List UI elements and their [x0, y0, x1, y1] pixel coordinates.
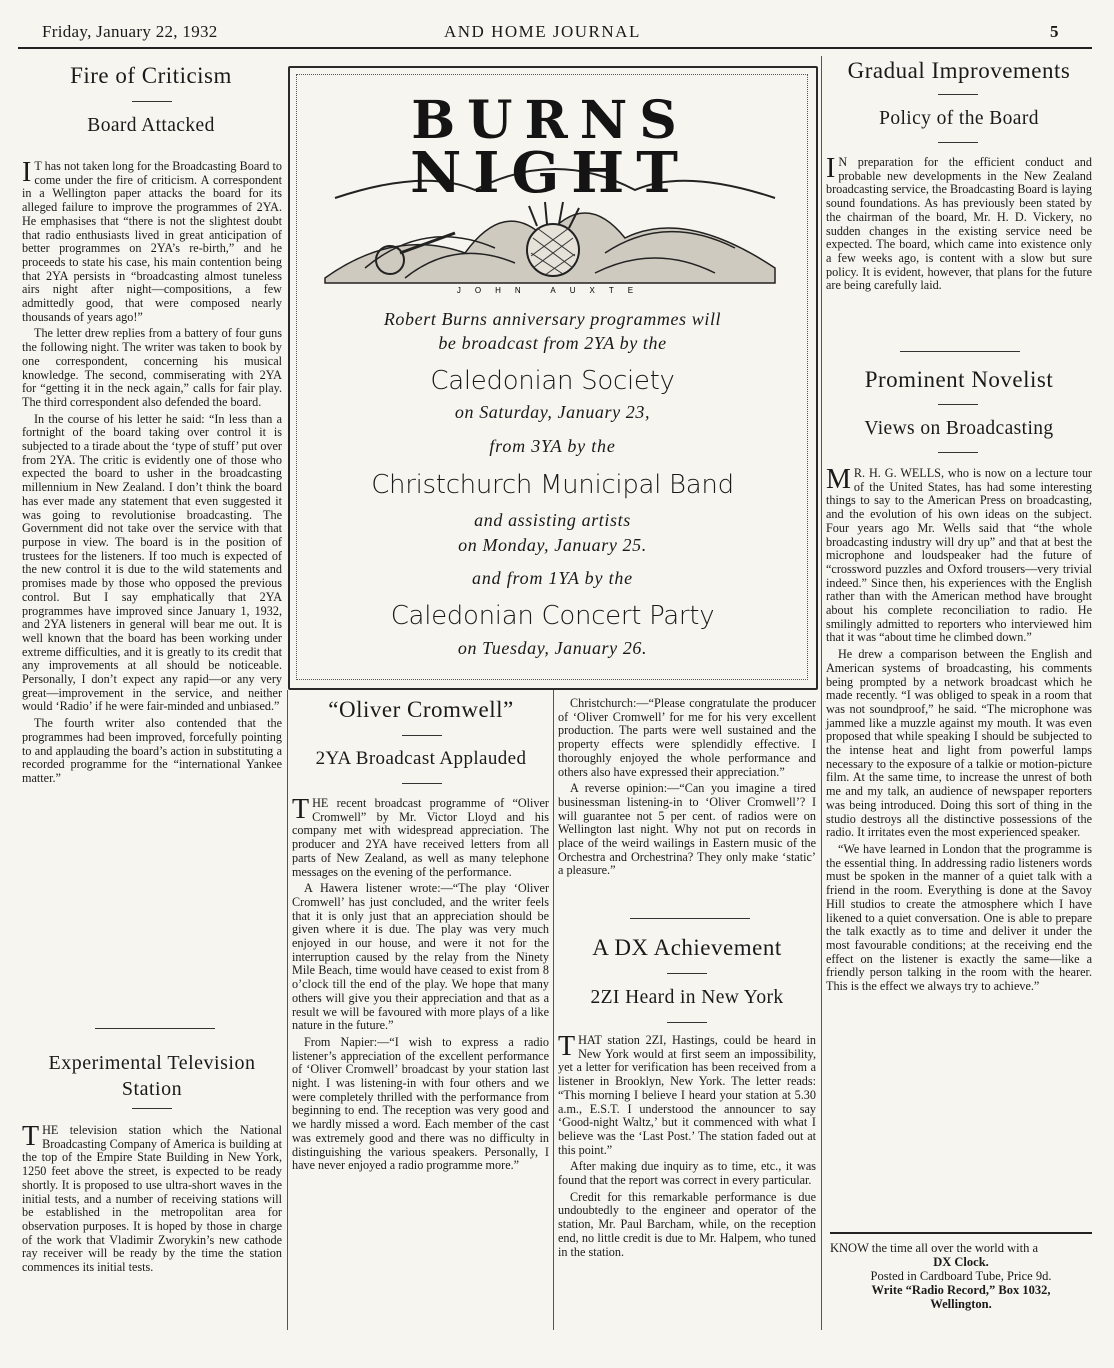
thistle-head [527, 224, 579, 276]
fire-p2: The letter drew replies from a battery of four guns the following night. The writer was taken to book by one correspondent, concerning his musical knowledge. The second, commiserating with 2YA for “getting it in the neck again,” calls for fair play. The third correspondent also defended the board. [22, 326, 282, 409]
ad-line3: Posted in Cardboard Tube, Price 9d. [870, 1269, 1052, 1283]
tv-article [22, 1121, 282, 1278]
burns-from2: from 3YA by the [489, 436, 616, 456]
burns-date1: on Saturday, January 23, [454, 402, 651, 422]
tv-p1: THE television station which the National Broadcasting Company of America is building at the top of the Empire State Building in New York, 1250 feet above the street, is expected to be ready shortly. It is proposed to use ultra-short waves in the initial tests, and a number of receiving stations will be established in the metropolitan area for observation purposes. It is hoped by those in charge of the work that Vladimir Zworykin’s new cathode ray receiver will be ready by the time the station commences its initial tests. [22, 1121, 282, 1275]
burns-artist: JOHN AUXTE [456, 286, 648, 295]
page-number: 5 [1050, 22, 1059, 41]
burns-word1: BURNS [411, 90, 689, 151]
column-rule-left [287, 690, 288, 1330]
fire-subtitle: Board Attacked [87, 115, 215, 136]
cromwell-title-rule [402, 735, 442, 736]
gradual-article [826, 153, 1092, 296]
cromwell-p5: A reverse opinion:—“Can you imagine a tired businessman listening-in to ‘Oliver Cromwell’? I will guarantee not 5 per cent. of radios were on Wellington last night. Why not put on records in place of the weird wailings in Eastern music of the Orchestra and Orchestrina? They only make ‘static’ a pleasure.” [558, 781, 816, 878]
ad-line5: Wellington. [930, 1297, 992, 1311]
fire-article [22, 157, 282, 789]
burns-org3: Caledonian Concert Party [390, 601, 715, 631]
novelist-top-rule [900, 351, 1020, 352]
burns-with2: and assisting artists [474, 510, 631, 530]
cromwell-p4: Christchurch:—“Please congratulate the producer of ‘Oliver Cromwell’ for me for his very excellent production. The parts were well sustained and the property effects were splendidly effective. I thoroughly enjoyed the whole performance and others also have expressed their appreciation.” [558, 696, 816, 779]
cromwell-subtitle-rule [402, 783, 442, 784]
dx-subtitle-rule [667, 1022, 707, 1023]
burns-line2: be broadcast from 2YA by the [438, 333, 667, 353]
dx-article [558, 1031, 816, 1262]
ad-product: DX Clock. [933, 1255, 989, 1269]
burns-org2: Christchurch Municipal Band [371, 470, 734, 500]
gradual-p1: IN preparation for the efficient conduct and probable new developments in the New Zealand broadcasting service, the Broadcasting Board is laying sound foundations. As has previously been stated by the chairman of the board, Mr. H. D. Vickery, no sudden changes in the existing service need be expected. The board, which came into existence only a few weeks ago, is content with a slow but sure policy. It is evident, however, that plans for the future are being carefully laid. [826, 153, 1092, 293]
header-date: Friday, January 22, 1932 [42, 22, 218, 41]
gradual-title: Gradual Improvements [847, 58, 1071, 83]
fire-title-rule [132, 101, 172, 102]
dx-title: A DX Achievement [592, 935, 782, 960]
novelist-p3: “We have learned in London that the programme is the essential thing. In addressing radio listeners words must be spoken in the manner of a quiet talk with a friend in the room. Everything is done at the Savoy Hill studios to create the atmosphere which I have likened to a quiet conversation. One is able to prepare the talk exactly as to time and deliver it under the most favourable conditions; at the receiving end the effect on the listener is exactly the same—like a friendly person talking in the room with the hearer. This is the effect we always try to achieve.” [826, 841, 1092, 994]
burns-word2: NIGHT [410, 140, 690, 206]
burns-org1: Caledonian Society [430, 366, 675, 396]
novelist-title-rule [938, 404, 978, 405]
dx-p1: THAT station 2ZI, Hastings, could be heard in New York would at first seem an impossibility, yet a letter for verification has been received from a listener in Brooklyn, New York. The letter reads: “This morning I believe I heard your station at 5.30 a.m., E.S.T. I understood the announcer to say ‘Good-night Waltz,’ but it commenced with what I believe was the ‘Last Post.’ The station faded out at this point.” [558, 1031, 816, 1157]
cromwell-subtitle: 2YA Broadcast Applauded [315, 748, 527, 769]
fire-p3: In the course of his letter he said: “In less than a fortnight of the board taking over control it is subjected to a tirade about the ‘type of stuff’ put over from 2YA. The critic is evidently one of those who expected the board to usher in the broadcasting millennium in New Zealand. I don’t think the board has ever made any statement that even suggested it was going to revolutionise broadcasting. The Government did not take over the service with that purpose in view. The board is in the position of trustees for the listeners. If too much is expected of the new control it is due to the wild statements and promises made by those who opposed the previous control. But I say emphatically that 2YA programmes have improved since January 1, 1932, and 2YA listeners in general will bear me out. It is well known that the board has been working under extreme difficulties, and it is greatly to its credit that any improvements at all should be noticeable. Personally, I don’t expect any rapid—or any very great—improvement in the service, and neither would ‘Radio’ if he were fair-minded and unbiased.” [22, 411, 282, 714]
novelist-subtitle-rule [938, 452, 978, 453]
burns-date2: on Monday, January 25. [458, 535, 647, 555]
novelist-title: Prominent Novelist [864, 367, 1054, 392]
cromwell-p3: From Napier:—“I wish to express a radio listener’s appreciation of the excellent performance of ‘Oliver Cromwell’ broadcast by your station last night. I was listening-in with four others and we were completely thrilled with the performance from beginning to end. The reception was very good and we hardly missed a word. Each member of the cast was extremely good and there was no difficulty in distinguishing the various speakers. Personally, I have never enjoyed a radio programme more.” [292, 1034, 549, 1173]
ad-top-rule [830, 1232, 1092, 1234]
burns-date3: on Tuesday, January 26. [457, 638, 648, 658]
cromwell-p1: THE recent broadcast programme of “Oliver Cromwell” by Mr. Victor Lloyd and his company met with widespread appreciation. The producer and 2YA have received letters from all parts of New Zealand, as well as many telephone messages on the evening of the performance. [292, 794, 549, 879]
fire-p4: The fourth writer also contended that the programmes had been improved, forcefully pointing to and applauding the board’s action in substituting a recorded programme for the “international Yankee matter.” [22, 716, 282, 785]
fire-end-rule [95, 1028, 215, 1029]
tv-title: Experimental Television Station [48, 1052, 256, 1100]
column-rule-mid [553, 690, 554, 1330]
dx-top-rule [630, 918, 750, 919]
novelist-p1: MR. H. G. WELLS, who is now on a lecture tour of the United States, has had some interesting things to say to the American Press on broadcasting, and the evolution of his own ideas on the subject. Four years ago Mr. Wells said that “the whole broadcasting industry will dry up” and that at best the microphone and loudspeaker had the future of “crossword puzzles and Oxford trousers—very trivial indeed.” Since then, his experiences with the English rather than with the American method have brought about his complete reconciliation to radio. He smilingly admitted to reporters who interviewed him that it was “about time he climbed down.” [826, 464, 1092, 645]
fire-title: Fire of Criticism [70, 63, 232, 88]
novelist-subtitle: Views on Broadcasting [864, 418, 1054, 439]
cromwell-article-b [558, 697, 816, 881]
dx-p3: Credit for this remarkable performance is due undoubtedly to the engineer and operator of the station, Mr. Paul Barcham, while, on the reception end, no little credit is due to Mr. Halpem, who tuned in the station. [558, 1189, 816, 1259]
ad-line4: Write “Radio Record,” Box 1032, [871, 1283, 1051, 1297]
dx-clock-ad [830, 1241, 1092, 1311]
burns-line1: Robert Burns anniversary programmes will [383, 309, 722, 329]
cromwell-p2: A Hawera listener wrote:—“The play ‘Oliver Cromwell’ has just concluded, and the writer feels that it is only just that an appreciation should be given where it is due. The play was very much enjoyed in our house, and were it not for the interruption caused by the relay from the Ninety Mile Beach, time would have ceased to exist from 8 o’clock till the end of the play. We hope that many others will give you their appreciation and that as a result we will be favoured with more plays of a like nature in the future.” [292, 881, 549, 1033]
gradual-subtitle-rule [938, 142, 978, 143]
fire-p1: IT has not taken long for the Broadcasting Board to come under the fire of criticism. A correspondent in a Wellington paper attacks the board for its alleged failure to improve the programmes of 2YA. He emphasises that “there is not the slightest doubt that radio enthusiasts lived in great anticipation of better programmes on 2YA’s re-birth,” and he proceeds to state his case, his main contention being that 2YA persists in “broadcasting almost tuneless airs night after night—compositions, a few admittedly good, that were composed nearly thousands of years ago!” [22, 157, 282, 324]
tv-title-rule [132, 1108, 172, 1109]
header-rule [18, 47, 1092, 49]
cromwell-title: “Oliver Cromwell” [328, 697, 514, 722]
gradual-title-rule [938, 94, 978, 95]
cromwell-article-a [292, 794, 549, 1176]
dx-subtitle: 2ZI Heard in New York [590, 987, 784, 1008]
novelist-article [826, 464, 1092, 997]
burns-from3: and from 1YA by the [472, 568, 633, 588]
dx-p2: After making due inquiry as to time, etc., it was found that the report was correct in every particular. [558, 1159, 816, 1188]
header-journal: AND HOME JOURNAL [444, 22, 641, 41]
dx-title-rule [667, 973, 707, 974]
novelist-p2: He drew a comparison between the English and American systems of broadcasting, his comments being prompted by a network broadcast which he made recently. “I was obliged to speak in a room that was not soundproof,” he said. “The microphone was jammed like a muzzle against my mouth. It was even proposed that while speaking I should be subjected to the intense heat and light from powerful lamps necessary to the exposure of a talkie or motion-picture film. At the same time, to increase the unrest of both me and my talk, an audience of newspaper reporters was being introduced. Doing this sort of thing in the studio destroys all the distinctive possessions of the radio. It irritates even the most experienced speaker. [826, 647, 1092, 840]
ad-line1: KNOW the time all over the world with a [830, 1241, 1039, 1255]
column-rule-right [821, 56, 822, 1330]
gradual-subtitle: Policy of the Board [879, 108, 1039, 129]
